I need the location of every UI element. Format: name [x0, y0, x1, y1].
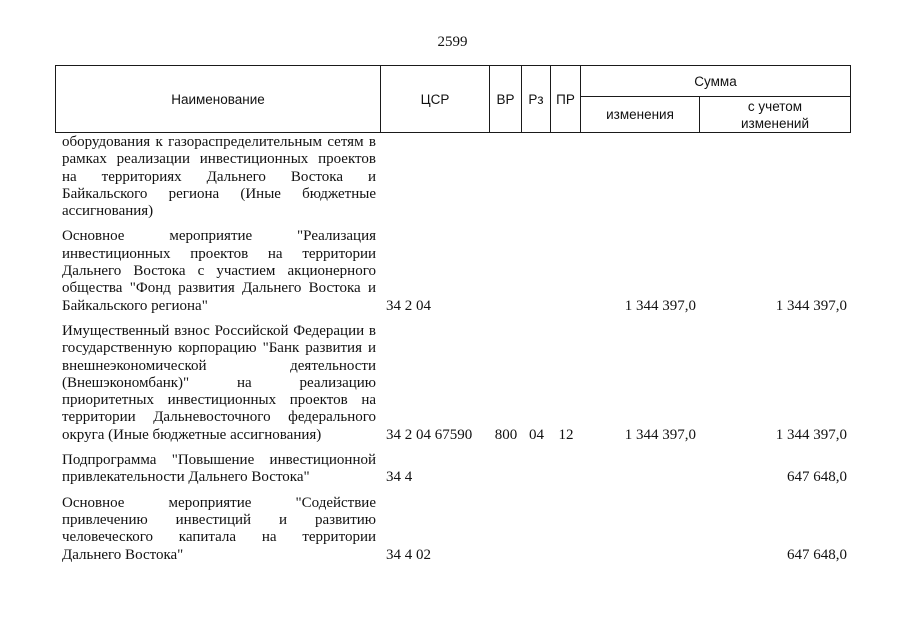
- header-pr-cell: [551, 66, 581, 132]
- row-vr-code: 800: [494, 426, 518, 443]
- header-total-label-line: изменений: [740, 115, 810, 131]
- row-name-line: Подпрограмма "Повышение инвестиционной: [62, 452, 376, 469]
- table-row: [55, 228, 851, 314]
- row-name-line: оборудования к газораспределительным сетям в: [62, 134, 376, 150]
- row-name-line: Основное мероприятие "Реализация: [62, 228, 376, 245]
- row-name-line: территории Дальневосточного федерального: [62, 409, 376, 426]
- row-name-line: инвестиционных проектов на территории: [62, 245, 376, 262]
- row-name-line: (Внешэкономбанк)" на реализацию: [62, 374, 376, 391]
- table-row: [55, 495, 851, 564]
- row-name: [55, 134, 381, 220]
- row-name-line: привлечению инвестиций и развитию: [62, 511, 376, 528]
- row-pr-code: 12: [558, 426, 574, 443]
- table-row: [55, 323, 851, 444]
- row-name-line: Байкальского региона": [62, 297, 208, 314]
- header-rz-label: Рз: [528, 91, 544, 107]
- table-row: [55, 134, 851, 220]
- row-name-line: Дальнего Востока с участием акционерного: [62, 263, 376, 280]
- table-header: [55, 65, 851, 133]
- row-change-amount: 1 344 397,0: [624, 297, 696, 314]
- header-total-label-line: с учетом: [747, 98, 803, 114]
- header-total-cell: [700, 97, 850, 132]
- header-change-cell: [581, 97, 700, 132]
- row-total-amount: 647 648,0: [787, 546, 847, 563]
- row-name: [55, 495, 381, 564]
- table-row: [55, 452, 851, 487]
- header-vr-label: ВР: [496, 91, 515, 107]
- row-total-amount: 1 344 397,0: [775, 426, 847, 443]
- header-rz-cell: [522, 66, 551, 132]
- row-csr-code: 34 4 02: [386, 546, 431, 563]
- row-name-line: Дальнего Востока": [62, 546, 184, 563]
- row-name-line: внешнеэкономической деятельности: [62, 357, 376, 374]
- header-sum-cell: [581, 66, 850, 97]
- header-change-label: изменения: [606, 107, 674, 122]
- row-csr-code: 34 2 04 67590: [386, 426, 473, 443]
- row-name-line: общества "Фонд развития Дальнего Востока и: [62, 280, 376, 297]
- row-name-line: ассигнования): [62, 203, 154, 220]
- header-sum-label: Сумма: [694, 73, 737, 89]
- table-body: [55, 134, 851, 564]
- header-vr-cell: [490, 66, 522, 132]
- row-total-amount: 1 344 397,0: [775, 297, 847, 314]
- row-name-line: Основное мероприятие "Содействие: [62, 494, 376, 511]
- row-change-amount: 1 344 397,0: [624, 426, 696, 443]
- row-name-line: Байкальского региона (Иные бюджетные: [62, 185, 376, 202]
- row-rz-code: 04: [529, 426, 544, 443]
- row-name-line: Имущественный взнос Российской Федерации в: [62, 322, 376, 339]
- row-name-line: привлекательности Дальнего Востока": [62, 469, 310, 486]
- row-name: [55, 452, 381, 487]
- row-name-line: округа (Иные бюджетные ассигнования): [62, 426, 322, 443]
- header-csr-cell: [381, 66, 490, 132]
- row-csr-code: 34 4: [386, 469, 413, 486]
- row-total-amount: 647 648,0: [787, 469, 847, 486]
- row-csr-code: 34 2 04: [386, 297, 431, 314]
- row-name-line: на территориях Дальнего Востока и: [62, 168, 376, 185]
- row-name-line: государственную корпорацию "Банк развития и: [62, 340, 376, 357]
- row-name-line: приоритетных инвестиционных проектов на: [62, 392, 376, 409]
- page-number: 2599: [437, 34, 468, 50]
- row-name-line: рамках реализации инвестиционных проектов: [62, 151, 376, 168]
- header-csr-label: ЦСР: [420, 91, 450, 107]
- row-name: [55, 228, 381, 314]
- header-pr-label: ПР: [556, 91, 575, 107]
- row-name-line: человеческого капитала на территории: [62, 529, 376, 546]
- row-name: [55, 323, 381, 444]
- header-name-label: Наименование: [171, 91, 265, 107]
- header-name-cell: [56, 66, 381, 132]
